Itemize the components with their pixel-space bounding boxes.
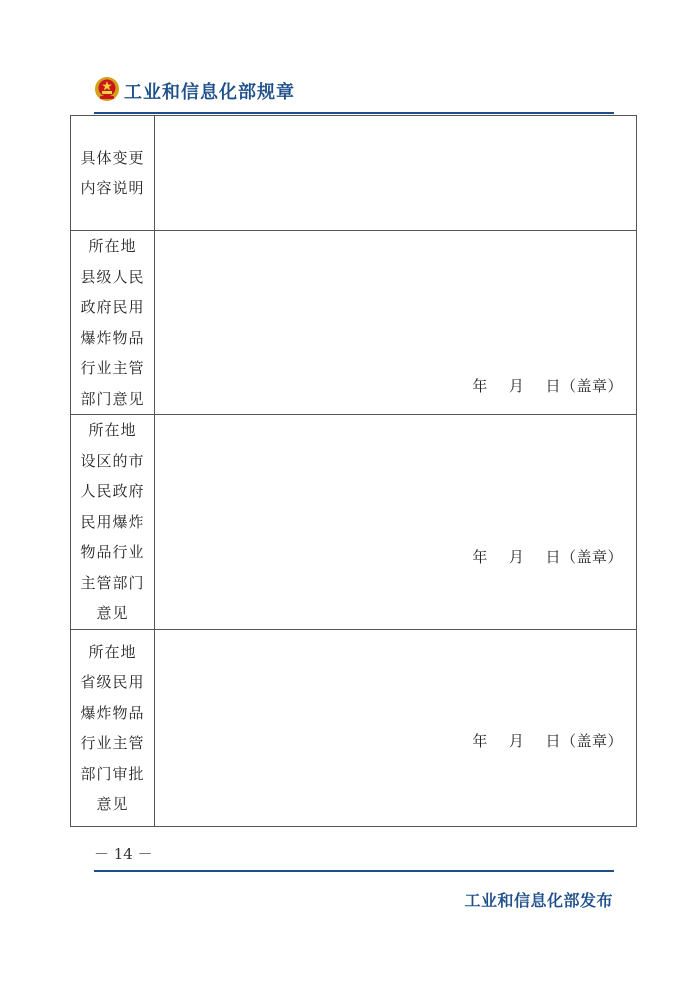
label-line: 内容说明 <box>80 179 145 197</box>
footer-publisher: 工业和信息化部发布 <box>464 891 613 910</box>
approval-form-table <box>70 115 637 827</box>
row-label <box>71 415 155 630</box>
county-opinion-field[interactable] <box>155 231 637 415</box>
label-line: 政府民用 <box>80 298 145 316</box>
date-seal-line: 年 月 日（盖章） <box>472 548 623 566</box>
national-emblem-icon <box>94 76 120 102</box>
label-line: 意见 <box>96 604 129 623</box>
label-line: 所在地 <box>88 237 137 255</box>
label-line: 所在地 <box>88 421 137 440</box>
province-approval-field[interactable] <box>155 630 637 827</box>
label-line: 所在地 <box>88 642 137 661</box>
label-line: 物品行业 <box>80 543 145 562</box>
table-row <box>71 630 637 827</box>
table-row <box>71 415 637 630</box>
table-row <box>71 231 637 415</box>
label-line: 行业主管 <box>80 359 145 377</box>
label-line: 意见 <box>96 795 129 813</box>
date-seal-line: 年 月 日（盖章） <box>472 377 623 395</box>
table-row <box>71 116 637 231</box>
page-header <box>94 74 614 116</box>
label-line: 爆炸物品 <box>80 703 145 722</box>
footer-divider <box>94 870 614 872</box>
row-label <box>71 116 155 231</box>
label-line: 具体变更 <box>80 148 145 167</box>
label-line: 人民政府 <box>80 482 145 501</box>
label-line: 部门意见 <box>80 389 145 408</box>
label-line: 设区的市 <box>80 451 145 470</box>
change-description-field[interactable] <box>155 116 637 231</box>
label-line: 部门审批 <box>80 764 145 783</box>
row-label <box>71 231 155 415</box>
header-divider <box>94 112 614 114</box>
label-line: 行业主管 <box>80 734 145 752</box>
label-line: 主管部门 <box>80 573 145 592</box>
row-label <box>71 630 155 827</box>
city-opinion-field[interactable] <box>155 415 637 630</box>
label-line: 县级人民 <box>80 267 145 286</box>
header-title: 工业和信息化部规章 <box>124 82 295 103</box>
date-seal-line: 年 月 日（盖章） <box>472 732 623 750</box>
page-number: － 14 － <box>94 845 153 863</box>
label-line: 民用爆炸 <box>80 512 145 531</box>
label-line: 爆炸物品 <box>80 328 145 347</box>
label-line: 省级民用 <box>80 673 145 691</box>
